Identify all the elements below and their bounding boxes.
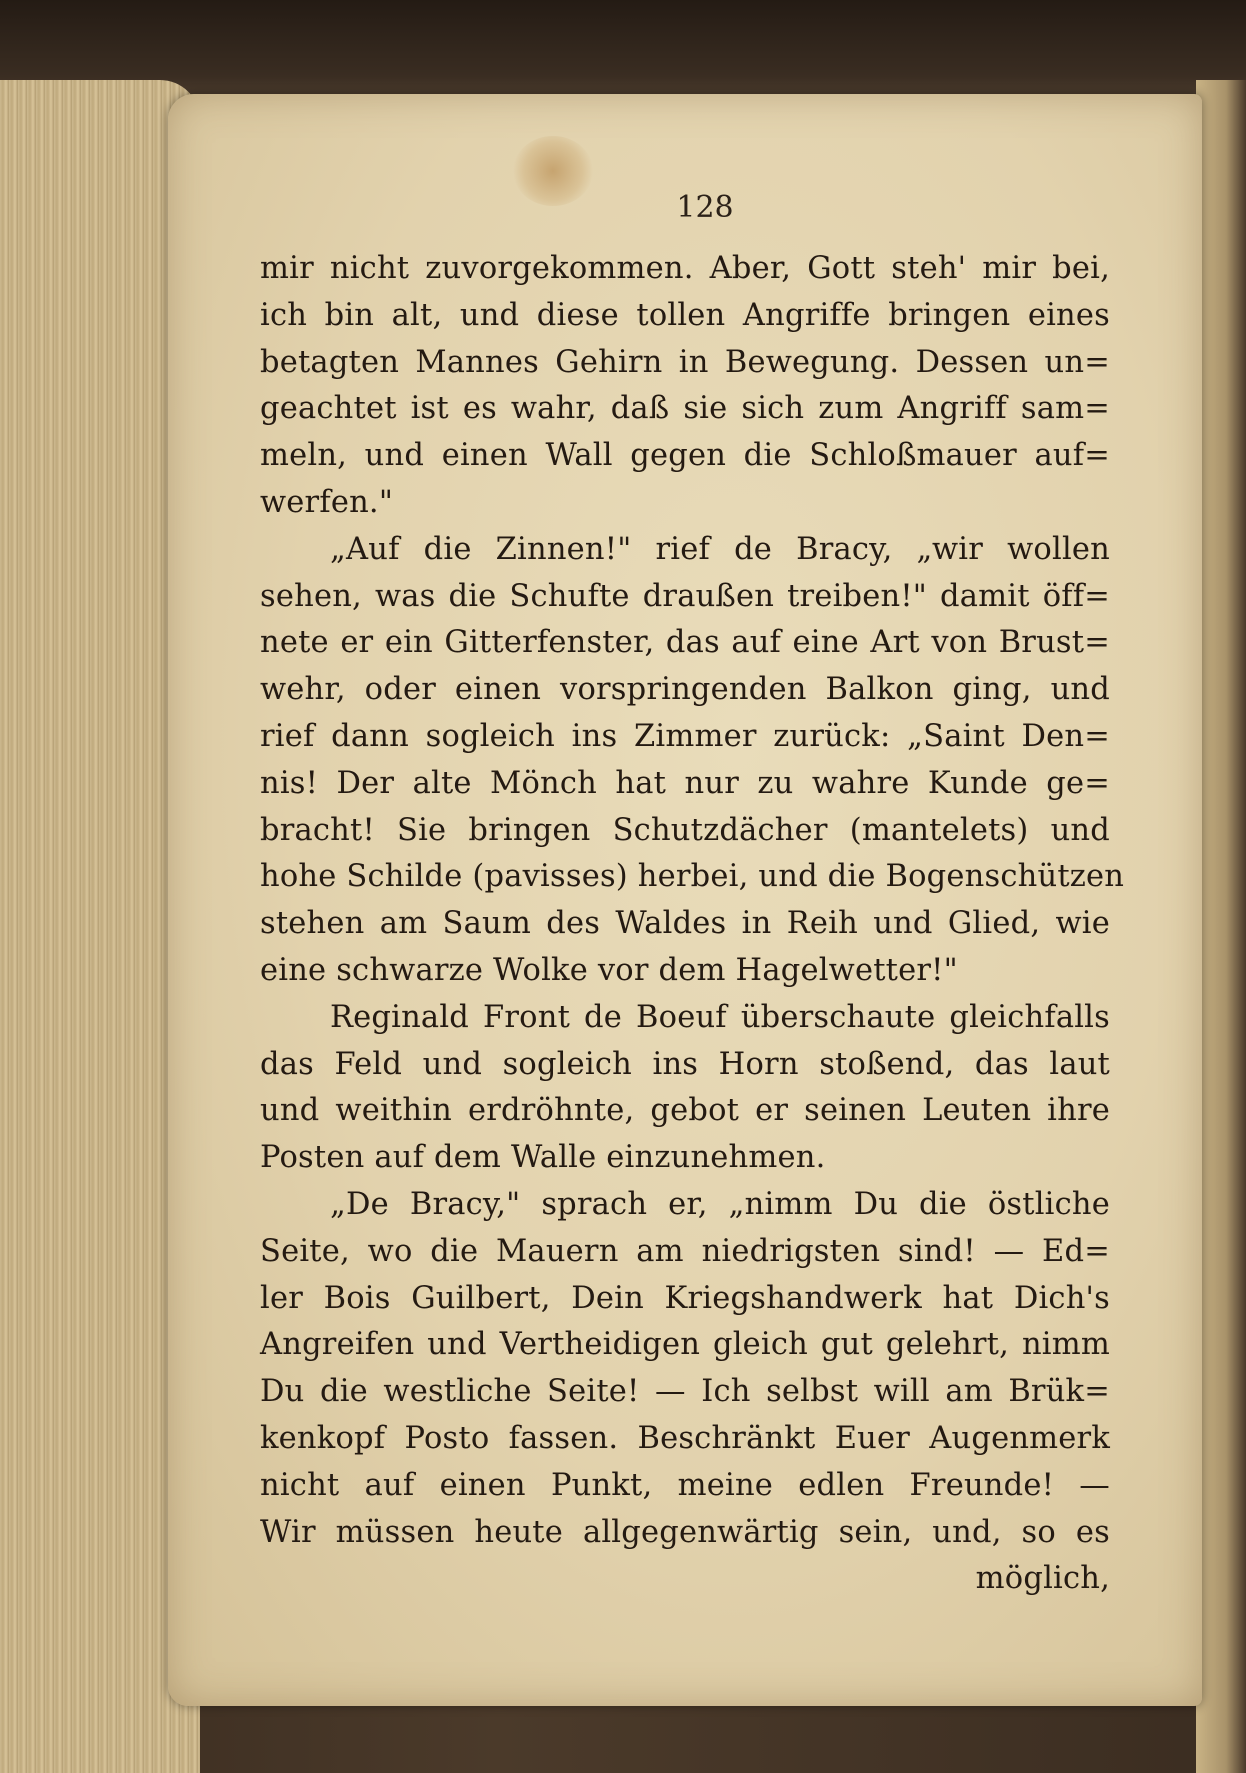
text-line: nis! Der alte Mönch hat nur zu wahre Kunde ge=	[260, 765, 1110, 801]
text-line: stehen am Saum des Waldes in Reih und Glied, wie	[260, 906, 1110, 942]
text-line: sehen, was die Schufte draußen treiben!" damit öff=	[260, 578, 1110, 614]
text-line: mir nicht zuvorgekommen. Aber, Gott steh' mir bei,	[260, 251, 1110, 286]
text-line: Angreifen und Vertheidigen gleich gut gelehrt, nimm	[260, 1327, 1110, 1363]
text-line: hohe Schilde (pavisses) herbei, und die Bogenschützen	[260, 859, 1125, 895]
text-line: „De Bracy," sprach er, „nimm Du die östliche	[330, 1186, 1110, 1222]
text-line: ler Bois Guilbert, Dein Kriegshandwerk hat Dich's	[260, 1280, 1110, 1316]
book-page	[168, 94, 1202, 1706]
page-text	[260, 246, 1125, 1603]
text-line: Posten auf dem Walle einzunehmen.	[260, 1140, 826, 1176]
text-line: nicht auf einen Punkt, meine edlen Freunde! —	[260, 1467, 1110, 1503]
page-stack-right	[1196, 80, 1246, 1773]
text-line: eine schwarze Wolke vor dem Hagelwetter!"	[260, 952, 958, 988]
text-line: Reginald Front de Boeuf überschaute gleichfalls	[330, 999, 1110, 1035]
text-line: meln, und einen Wall gegen die Schloßmauer auf=	[260, 438, 1110, 474]
text-line: das Feld und sogleich ins Horn stoßend, das laut	[260, 1046, 1110, 1082]
catchword: möglich,	[975, 1561, 1110, 1597]
text-line: betagten Mannes Gehirn in Bewegung. Dessen un=	[260, 344, 1110, 380]
text-line: kenkopf Posto fassen. Beschränkt Euer Augenmerk	[260, 1420, 1110, 1456]
text-line: und weithin erdröhnte, gebot er seinen Leuten ihre	[260, 1093, 1110, 1129]
text-line: wehr, oder einen vorspringenden Balkon ging, und	[260, 672, 1110, 708]
text-line: Wir müssen heute allgegenwärtig sein, und, so es	[260, 1514, 1110, 1550]
text-line: Du die westliche Seite! — Ich selbst will am Brük=	[260, 1374, 1110, 1410]
text-line: geachtet ist es wahr, daß sie sich zum Angriff sam=	[260, 391, 1110, 427]
text-line: rief dann sogleich ins Zimmer zurück: „Saint Den=	[260, 718, 1110, 754]
text-line: ich bin alt, und diese tollen Angriffe bringen eines	[260, 297, 1110, 333]
text-line: nete er ein Gitterfenster, das auf eine Art von Brust=	[260, 625, 1110, 661]
text-line: „Auf die Zinnen!" rief de Bracy, „wir wollen	[330, 531, 1110, 567]
page-number: 128	[676, 190, 734, 225]
text-line: bracht! Sie bringen Schutzdächer (mantelets) und	[260, 812, 1110, 848]
text-line: werfen."	[260, 484, 394, 520]
text-line: Seite, wo die Mauern am niedrigsten sind! — Ed=	[260, 1233, 1110, 1269]
